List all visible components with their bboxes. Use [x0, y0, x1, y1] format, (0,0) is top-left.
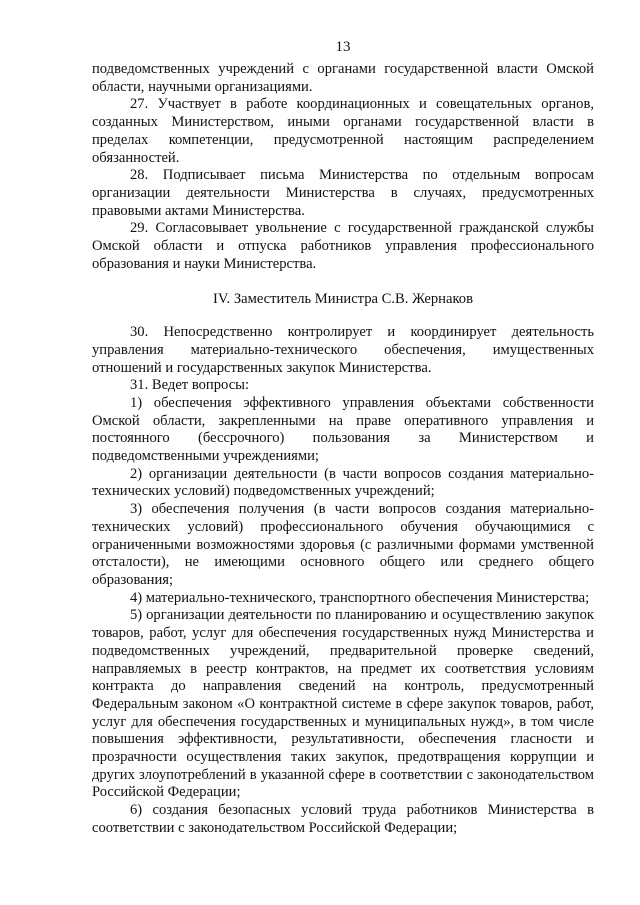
page-number: 13 — [335, 39, 351, 55]
list-item: 5) организации деятельности по планированию и осуществлению закупок товаров, работ, услуг для обеспечения государственных нужд Министерства и подведомственных учреждений, предварительной проверке сведений, направляемых в реестр контрактов, на предмет их соответствия условиям контракта до направления сведений на контроль, предусмотренный Федеральным законом «О контрактной системе в сфере закупок товаров, работ, услуг для обеспечения государственных и муниципальных нужд», в том числе повышения эффективности, результативности, обеспечения гласности и прозрачности осуществления таких закупок, предотвращения коррупции и других злоупотреблений в указанной сфере в соответствии с законодательством Российской Федерации; — [92, 607, 594, 801]
paragraph: 31. Ведет вопросы: — [130, 377, 250, 394]
list-item: 2) организации деятельности (в части вопросов создания материально-технических условий) подведомственных учреждений; — [92, 465, 594, 500]
list-item: 6) создания безопасных условий труда работников Министерства в соответствии с законодательством Российской Федерации; — [92, 802, 594, 836]
paragraph: 28. Подписывает письма Министерства по отдельным вопросам организации деятельности Министерства в случаях, предусмотренных правовыми актами Министерства. — [92, 167, 594, 219]
paragraph: 29. Согласовывает увольнение с государственной гражданской службы Омской области и отпуска работников управления профессионального образования и науки Министерства. — [92, 220, 594, 272]
document-page — [92, 38, 594, 838]
paragraph: подведомственных учреждений с органами государственной власти Омской области, научными организациями. — [92, 61, 594, 95]
list-item: 4) материально-технического, транспортного обеспечения Министерства; — [130, 589, 590, 606]
list-item: 1) обеспечения эффективного управления объектами собственности Омской области, закрепленными на праве оперативного управления и постоянного (бессрочного) пользования за Министерством и подведомственными учреждениями; — [92, 394, 594, 465]
paragraph: 27. Участвует в работе координационных и совещательных органов, созданных Министерством, иными органами государственной власти в пределах компетенции, предусмотренной настоящим распределением обязанностей. — [92, 96, 594, 166]
section-heading: IV. Заместитель Министра С.В. Жернаков — [213, 291, 473, 308]
paragraph: 30. Непосредственно контролирует и координирует деятельность управления материально-технического обеспечения, имущественных отношений и государственных закупок Министерства. — [92, 324, 594, 376]
list-item: 3) обеспечения получения (в части вопросов создания материально-технических условий) профессионального обучения обучающимися с ограниченными возможностями здоровья (с различными формами умственной отсталости), не имеющими основного общего или среднего общего образования; — [92, 501, 594, 588]
